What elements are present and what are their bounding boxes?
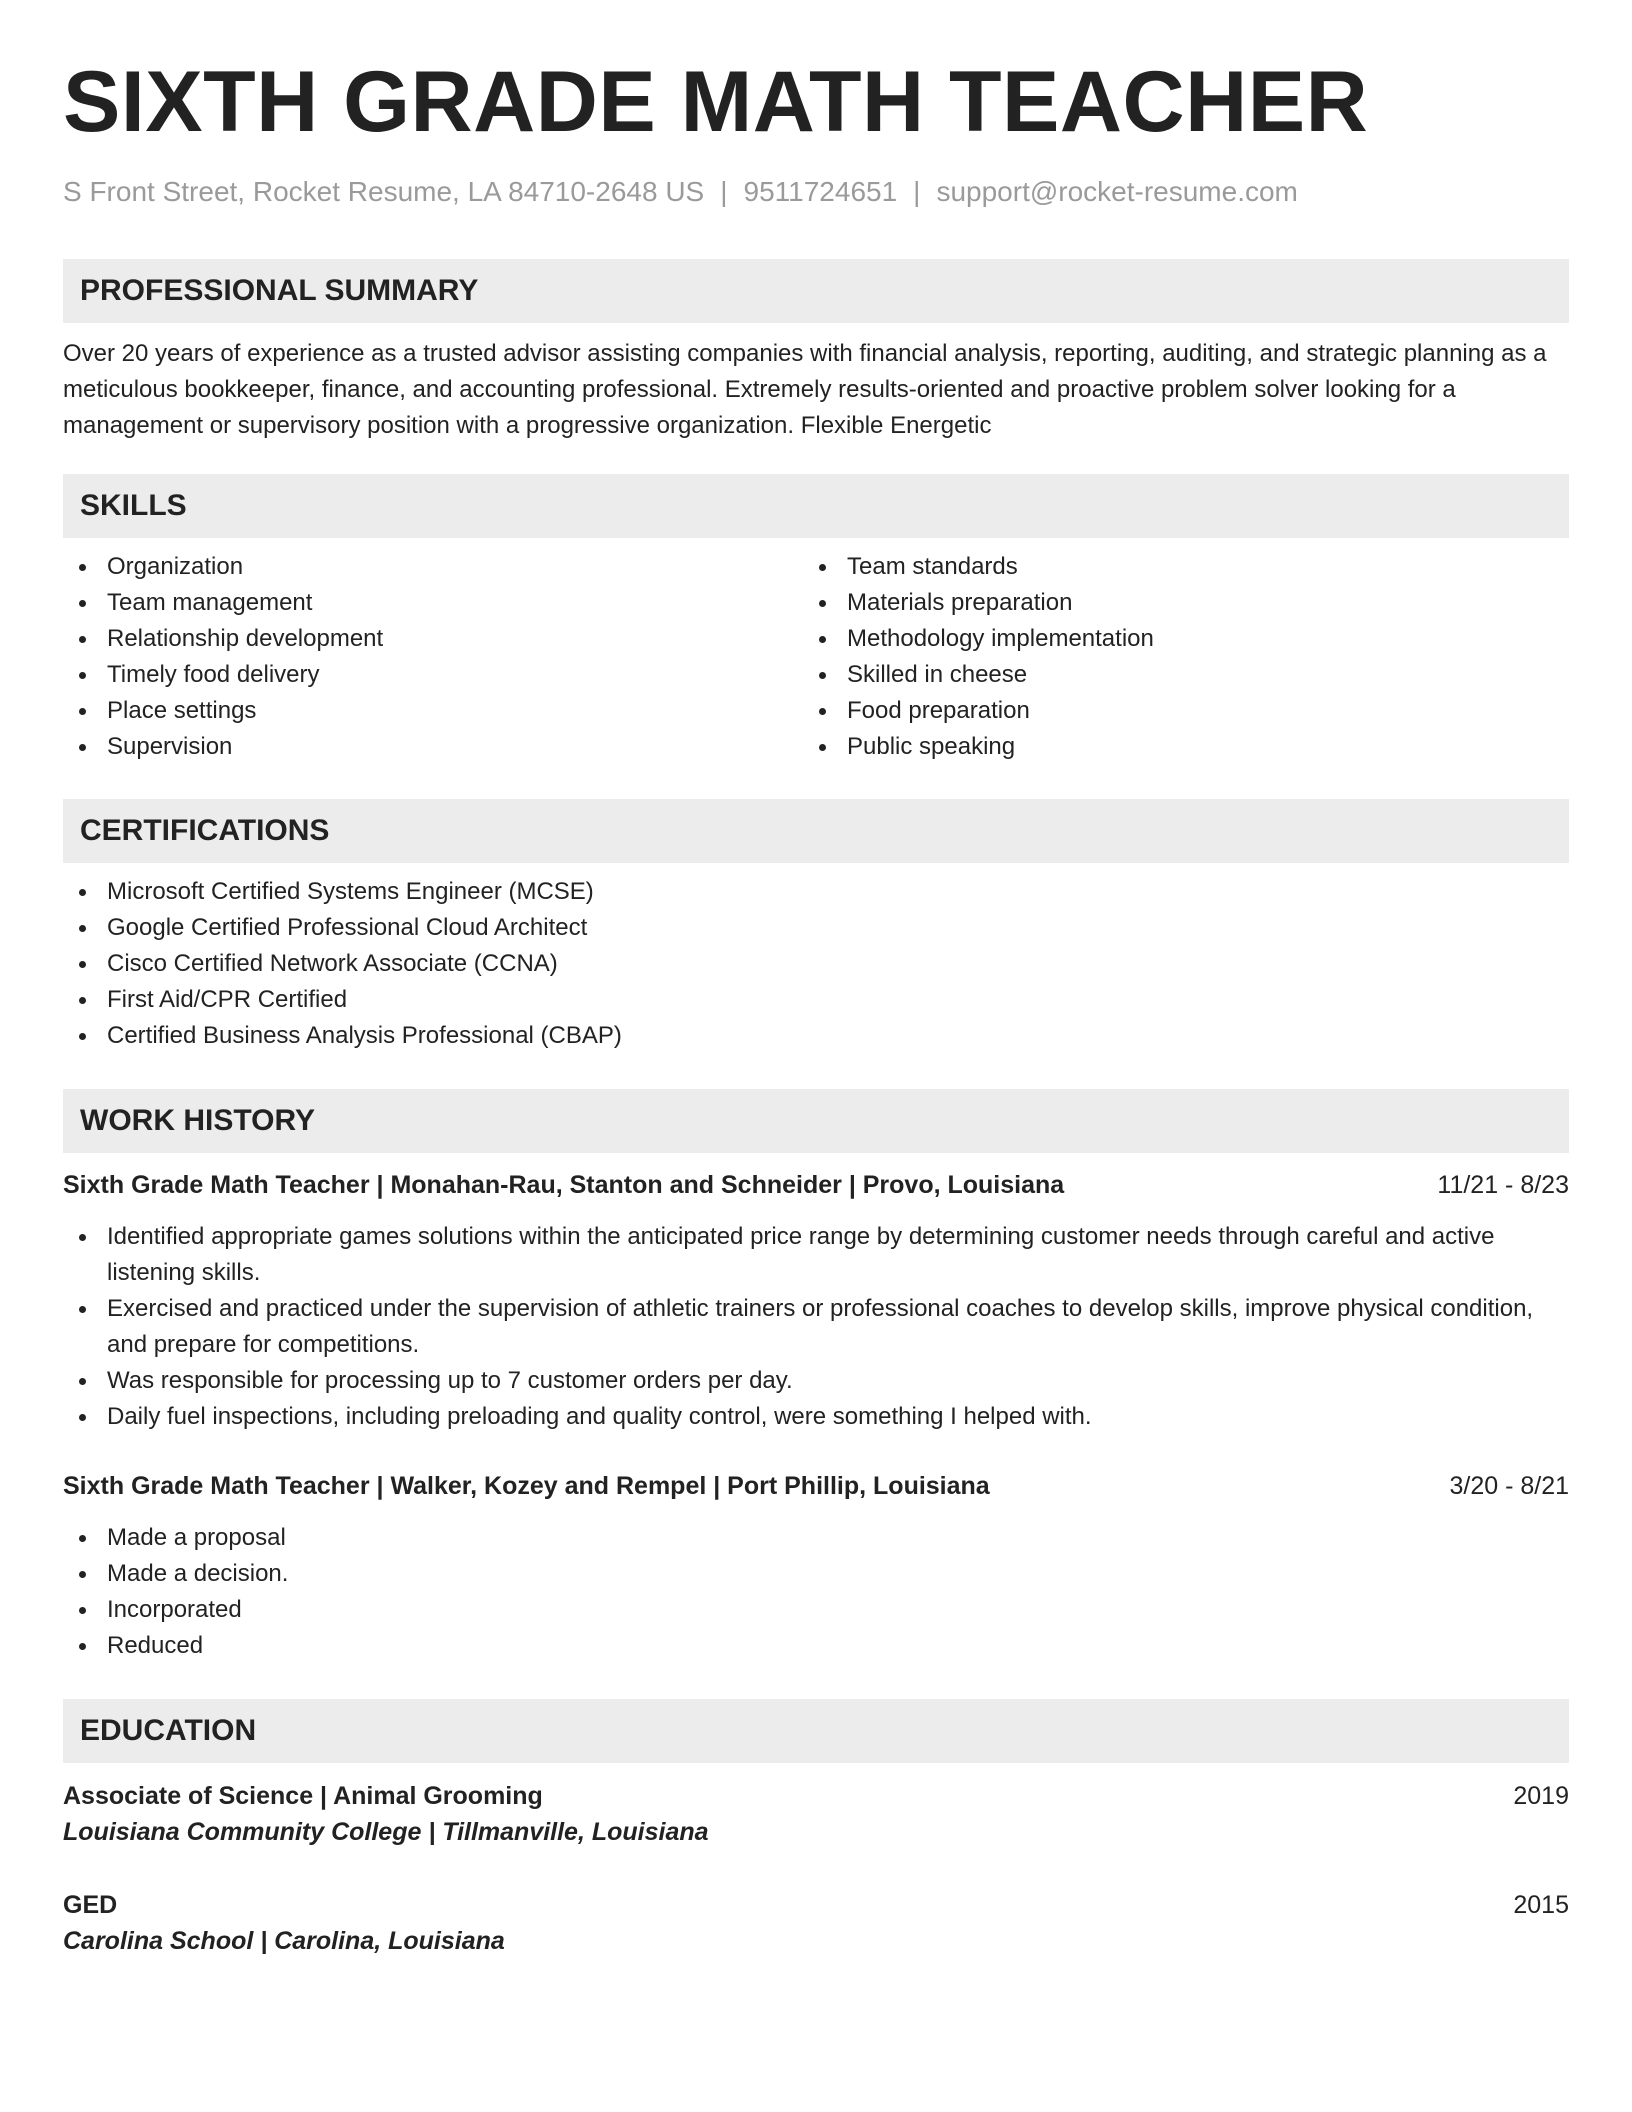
education-year: 2015 [1513,1891,1569,1919]
skill-item: Team management [63,585,803,621]
skill-item: Relationship development [63,621,803,657]
certification-item: Microsoft Certified Systems Engineer (MCSE) [63,874,1569,910]
summary-text: Over 20 years of experience as a trusted advisor assisting companies with financial analysis, reporting, auditing, and strategic planning as a meticulous bookkeeper, finance, and accounting professional. Extremely results-oriented and proactive problem solver looking for a management or supervisory position with a progressive organization. Flexible Energetic [63,340,1547,439]
education-entry [63,1887,1569,1959]
resume-name: SIXTH GRADE MATH TEACHER [63,54,1369,150]
section-heading-summary: PROFESSIONAL SUMMARY [63,259,1569,323]
skill-item: Supervision [63,729,803,765]
education-school: Carolina School | Carolina, Louisiana [63,1927,505,1955]
skill-item: Food preparation [803,693,1543,729]
education-school: Louisiana Community College | Tillmanville, Louisiana [63,1818,709,1846]
job-dates: 11/21 - 8/23 [1437,1171,1569,1199]
contact-phone: 9511724651 [743,176,898,207]
job-bullet: Exercised and practiced under the supervision of athletic trainers or professional coaches to develop skills, improve physical condition, and prepare for competitions. [63,1291,1569,1363]
certification-item: Certified Business Analysis Professional (CBAP) [63,1018,1569,1054]
job-bullet: Incorporated [63,1592,1569,1628]
job-header [63,1167,1569,1203]
job-entry [63,1167,1569,1435]
education-degree: GED [63,1891,118,1919]
education-year: 2019 [1513,1782,1569,1810]
job-bullets [63,1219,1569,1435]
skill-item: Methodology implementation [803,621,1543,657]
contact-address: S Front Street, Rocket Resume, LA 84710-2648 US [63,176,705,207]
job-bullet: Reduced [63,1628,1569,1664]
job-bullets [63,1520,1569,1664]
certification-item: Google Certified Professional Cloud Architect [63,910,1569,946]
education-degree: Associate of Science | Animal Grooming [63,1782,543,1810]
skills-column-left [63,549,803,765]
job-dates: 3/20 - 8/21 [1449,1472,1569,1500]
skill-item: Timely food delivery [63,657,803,693]
skill-item: Organization [63,549,803,585]
job-title: Sixth Grade Math Teacher | Walker, Kozey and Rempel | Port Phillip, Louisiana [63,1472,990,1500]
job-title: Sixth Grade Math Teacher | Monahan-Rau, Stanton and Schneider | Provo, Louisiana [63,1171,1065,1199]
section-heading-certifications: CERTIFICATIONS [63,799,1569,863]
education-header [63,1778,1569,1814]
skills-column-right [803,549,1543,765]
job-header [63,1468,1569,1504]
job-bullet: Identified appropriate games solutions within the anticipated price range by determining customer needs through careful and active listening skills. [63,1219,1569,1291]
job-bullet: Daily fuel inspections, including preloading and quality control, were something I helped with. [63,1399,1569,1435]
certifications-list [63,874,1569,1054]
skill-item: Team standards [803,549,1543,585]
job-bullet: Was responsible for processing up to 7 customer orders per day. [63,1363,1569,1399]
job-bullet: Made a decision. [63,1556,1569,1592]
certification-item: Cisco Certified Network Associate (CCNA) [63,946,1569,982]
contact-email: support@rocket-resume.com [936,176,1298,207]
contact-line [63,174,1569,210]
skill-item: Place settings [63,693,803,729]
contact-separator: | [720,176,728,207]
section-heading-work-history: WORK HISTORY [63,1089,1569,1153]
education-entry [63,1778,1569,1850]
skill-item: Skilled in cheese [803,657,1543,693]
section-heading-skills: SKILLS [63,474,1569,538]
section-heading-education: EDUCATION [63,1699,1569,1763]
education-header [63,1887,1569,1923]
certification-item: First Aid/CPR Certified [63,982,1569,1018]
contact-separator: | [913,176,921,207]
skill-item: Materials preparation [803,585,1543,621]
skills-list [63,549,1569,765]
job-bullet: Made a proposal [63,1520,1569,1556]
job-entry [63,1468,1569,1664]
skill-item: Public speaking [803,729,1543,765]
